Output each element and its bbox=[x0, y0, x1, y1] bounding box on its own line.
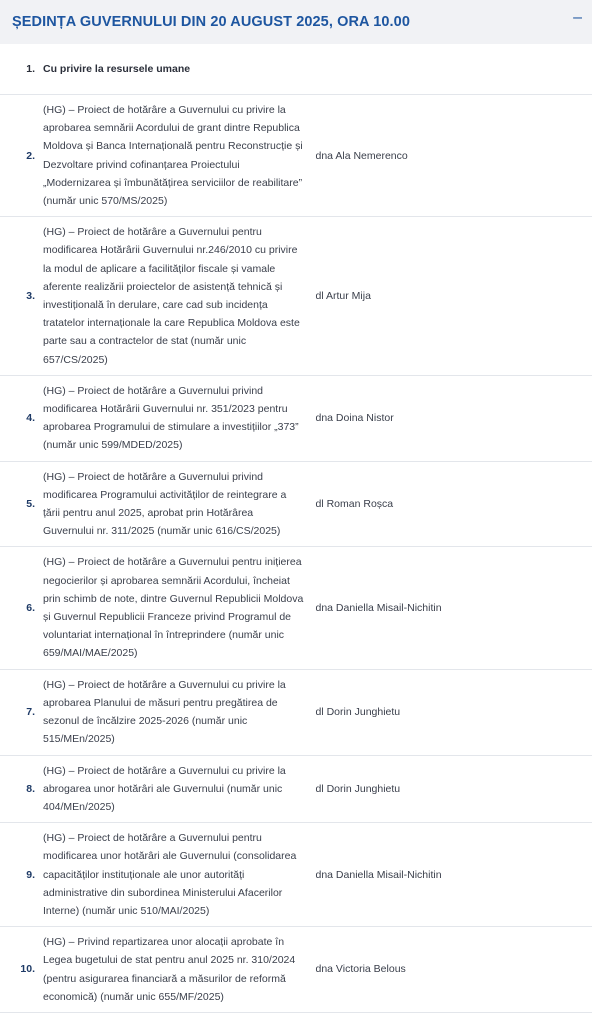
page-title: ȘEDINȚA GUVERNULUI DIN 20 AUGUST 2025, ORA 10.00 bbox=[12, 14, 410, 30]
item-number: 7. bbox=[0, 669, 39, 755]
item-number: 2. bbox=[0, 95, 39, 217]
agenda-item-row bbox=[0, 755, 592, 823]
agenda-section-row bbox=[0, 44, 592, 95]
item-responsible: dna Victoria Belous bbox=[316, 927, 592, 1013]
item-number: 9. bbox=[0, 823, 39, 927]
item-description: (HG) – Proiect de hotărâre a Guvernului pentru modificarea Hotărârii Guvernului nr.246/2010 cu privire la modul de aplicare a facilităților fiscale și vamale aferente realizării proiectelor de asistență tehnică și investițională în derulare, care cad sub incidența tratatelor internaționale la care Republica Moldova este parte sau a contractelor de stat (număr unic 657/CS/2025) bbox=[39, 217, 316, 376]
item-description: (HG) – Proiect de hotărâre a Guvernului cu privire la aprobarea semnării Acordului de grant dintre Republica Moldova și Banca Internațională pentru Reconstrucție și Dezvoltare privind cofinanțarea Proiectului „Modernizarea și îmbunătățirea serviciilor de reabilitare” (număr unic 570/MS/2025) bbox=[39, 95, 316, 217]
section-title: Cu privire la resursele umane bbox=[39, 44, 592, 95]
item-responsible: dl Artur Mija bbox=[316, 217, 592, 376]
agenda-item-row bbox=[0, 547, 592, 669]
item-description: (HG) – Proiect de hotărâre a Guvernului cu privire la aprobarea Planului de măsuri pentru pregătirea de sezonul de încălzire 2025-2026 (număr unic 515/MEn/2025) bbox=[39, 669, 316, 755]
item-responsible: dna Doina Nistor bbox=[316, 375, 592, 461]
item-responsible: dna Ala Nemerenco bbox=[316, 95, 592, 217]
item-number: 5. bbox=[0, 461, 39, 547]
agenda-table bbox=[0, 44, 592, 1013]
item-responsible: dl Roman Roșca bbox=[316, 461, 592, 547]
item-description: (HG) – Proiect de hotărâre a Guvernului pentru modificarea unor hotărâri ale Guvernului (consolidarea capacităților instituționale ale unor autorități administrative din subordinea Ministerului Afacerilor Interne) (număr unic 510/MAI/2025) bbox=[39, 823, 316, 927]
section-number: 1. bbox=[0, 44, 39, 95]
collapse-minus-icon[interactable]: – bbox=[573, 10, 582, 26]
item-responsible: dl Dorin Junghietu bbox=[316, 755, 592, 823]
item-description: (HG) – Privind repartizarea unor alocații aprobate în Legea bugetului de stat pentru anul 2025 nr. 310/2024 (pentru asigurarea financiară a măsurilor de reformă economică) (număr unic 655/MF/2025) bbox=[39, 927, 316, 1013]
agenda-item-row bbox=[0, 95, 592, 217]
item-number: 8. bbox=[0, 755, 39, 823]
agenda-item-row bbox=[0, 461, 592, 547]
item-description: (HG) – Proiect de hotărâre a Guvernului pentru inițierea negocierilor și aprobarea semnării Acordului, încheiat prin schimb de note, dintre Guvernul Republicii Moldova și Guvernul Republicii Franceze privind Programul de voluntariat internațional în întreprindere (număr unic 659/MAI/MAE/2025) bbox=[39, 547, 316, 669]
item-responsible: dna Daniella Misail-Nichitin bbox=[316, 547, 592, 669]
agenda-item-row bbox=[0, 927, 592, 1013]
item-number: 3. bbox=[0, 217, 39, 376]
agenda-item-row bbox=[0, 823, 592, 927]
agenda-header[interactable] bbox=[0, 0, 592, 44]
item-number: 10. bbox=[0, 927, 39, 1013]
item-responsible: dl Dorin Junghietu bbox=[316, 669, 592, 755]
agenda-item-row bbox=[0, 669, 592, 755]
item-number: 6. bbox=[0, 547, 39, 669]
agenda-item-row bbox=[0, 375, 592, 461]
item-description: (HG) – Proiect de hotărâre a Guvernului privind modificarea Hotărârii Guvernului nr. 351/2023 pentru aprobarea Programului de stimulare a investițiilor „373” (număr unic 599/MDED/2025) bbox=[39, 375, 316, 461]
item-description: (HG) – Proiect de hotărâre a Guvernului cu privire la abrogarea unor hotărâri ale Guvernului (număr unic 404/MEn/2025) bbox=[39, 755, 316, 823]
item-number: 4. bbox=[0, 375, 39, 461]
agenda-item-row bbox=[0, 217, 592, 376]
item-description: (HG) – Proiect de hotărâre a Guvernului privind modificarea Programului activităților de reintegrare a țării pentru anul 2025, aprobat prin Hotărârea Guvernului nr. 311/2025 (număr unic 616/CS/2025) bbox=[39, 461, 316, 547]
item-responsible: dna Daniella Misail-Nichitin bbox=[316, 823, 592, 927]
